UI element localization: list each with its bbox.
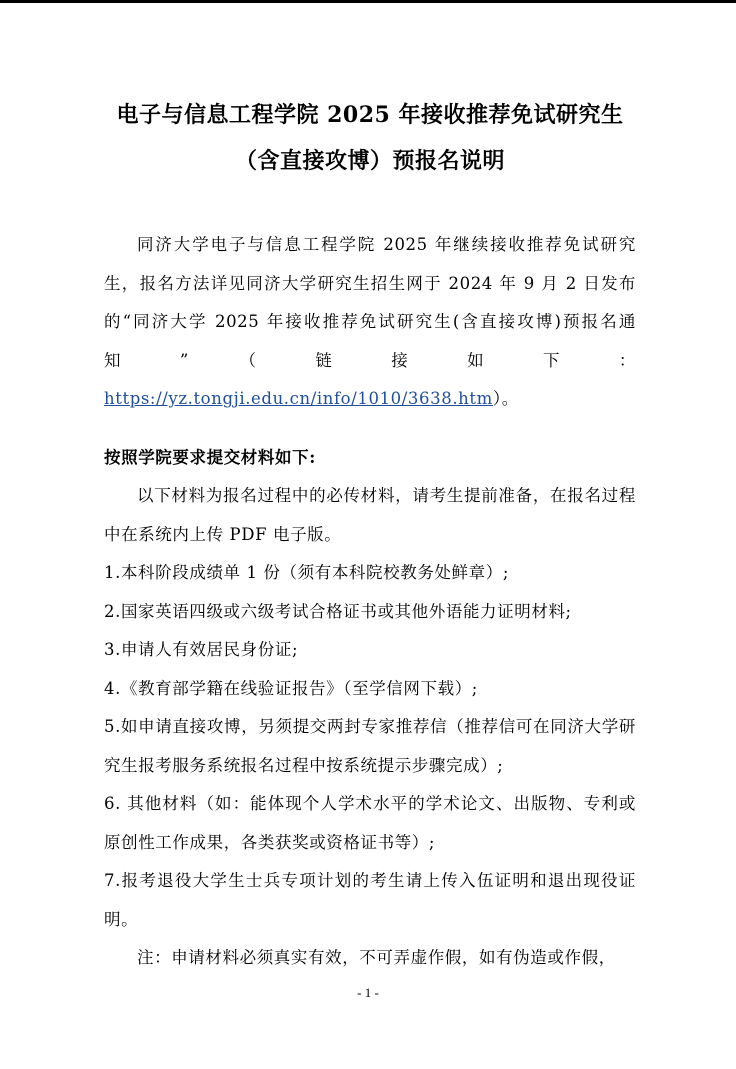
title-line-1: 电子与信息工程学院 2025 年接收推荐免试研究生	[116, 102, 624, 128]
materials-list	[104, 554, 636, 939]
list-item: 3.申请人有效居民身份证;	[104, 640, 299, 659]
intro-text-end: ）。	[492, 389, 519, 408]
document-page	[104, 92, 636, 978]
page-number: - 1 -	[357, 985, 379, 1000]
list-item: 2.国家英语四级或六级考试合格证书或其他外语能力证明材料;	[104, 601, 572, 621]
list-item: 1.本科阶段成绩单 1 份（须有本科院校教务处鲜章）;	[104, 563, 509, 582]
materials-intro: 以下材料为报名过程中的必传材料，请考生提前准备，在报名过程中在系统内上传 PDF 电子版。	[104, 486, 636, 544]
list-item: 6. 其他材料（如：能体现个人学术水平的学术论文、出版物、专利或原创性工作成果，各类获奖或资格证书等）;	[104, 794, 636, 852]
list-item: 7.报考退役大学生士兵专项计划的考生请上传入伍证明和退出现役证明。	[104, 871, 636, 929]
document-title	[104, 92, 636, 184]
intro-text: 同济大学电子与信息工程学院 2025 年继续接收推荐免试研究生，报名方法详见同济大学研究生招生网于 2024 年 9 月 2 日发布的“同济大学 2025 年接收推荐免试研究生(含直接攻博)预报名通知”（链接如下：	[104, 235, 636, 370]
title-line-2: （含直接攻博）预报名说明	[234, 148, 505, 174]
materials-heading: 按照学院要求提交材料如下:	[104, 447, 316, 467]
top-border-line	[0, 0, 736, 3]
note-paragraph: 注：申请材料必须真实有效，不可弄虚作假，如有伪造或作假，	[137, 948, 616, 967]
list-item: 4.《教育部学籍在线验证报告》（至学信网下载）;	[104, 678, 478, 698]
registration-notice-link[interactable]: https://yz.tongji.edu.cn/info/1010/3638.htm	[104, 389, 493, 408]
intro-paragraph	[104, 226, 636, 419]
list-item: 5.如申请直接攻博，另须提交两封专家推荐信（推荐信可在同济大学研究生报考服务系统报名过程中按系统提示步骤完成）;	[104, 717, 636, 775]
intro-section	[104, 226, 636, 419]
